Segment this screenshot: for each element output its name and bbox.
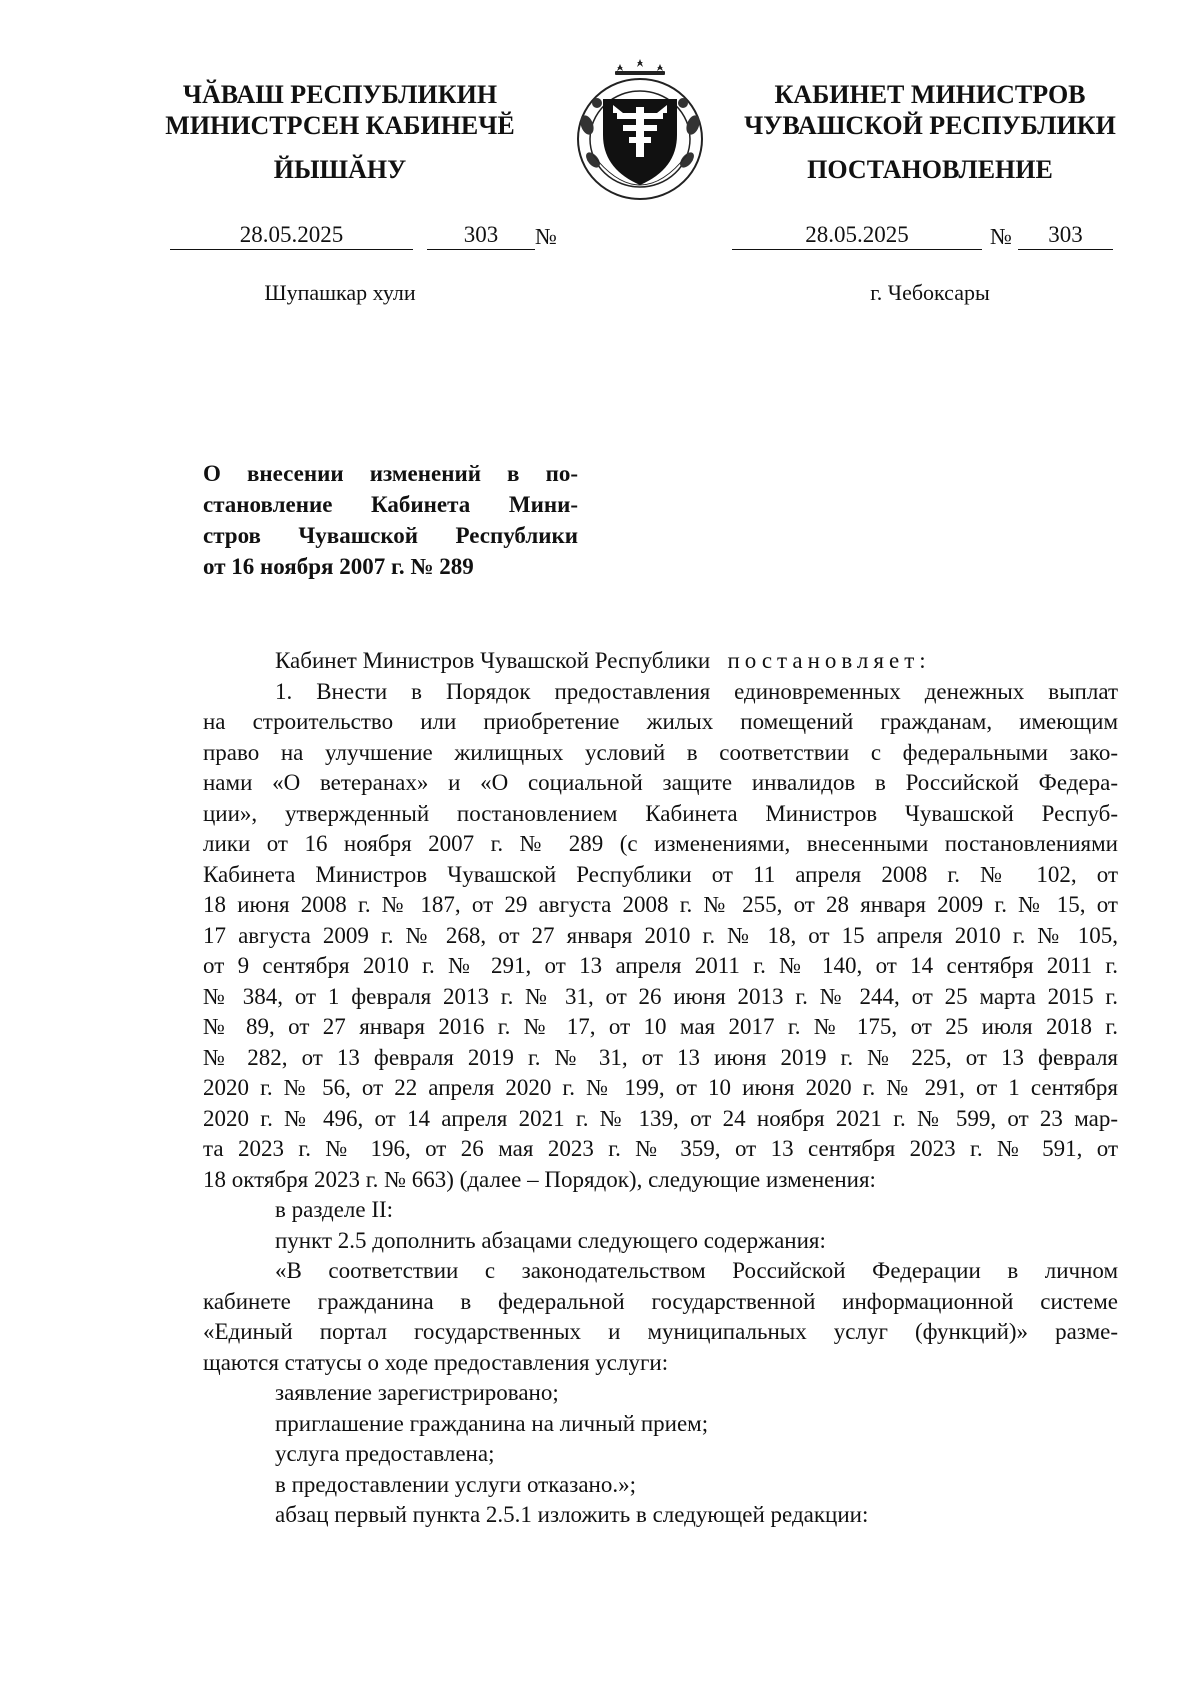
quote-line: «Единый портал государственных и муниципальных услуг (функций)» разме- (203, 1319, 1118, 1344)
city-right: г. Чебоксары (870, 280, 990, 305)
document-title (203, 458, 578, 582)
status-item: услуга предоставлена; (275, 1441, 495, 1466)
para1-line: № 282, от 13 февраля 2019 г. № 31, от 13 июня 2019 г. № 225, от 13 февраля (203, 1044, 1118, 1070)
title-line: от 16 ноября 2007 г. № 289 (203, 554, 474, 579)
quote-line: «В соответствии с законодательством Российской Федерации в личном (275, 1258, 1118, 1283)
city-left: Шупашкар хули (264, 280, 416, 305)
reg-number-left: 303 (427, 222, 535, 250)
para1-line: та 2023 г. № 196, от 26 мая 2023 г. № 359, от 13 сентября 2023 г. № 591, от (203, 1136, 1118, 1161)
intro-spaced: постановляет (727, 648, 920, 673)
intro-prefix: Кабинет Министров Чувашской Республики (275, 648, 711, 673)
header-right-line2: ЧУВАШСКОЙ РЕСПУБЛИКИ (744, 111, 1116, 140)
reg-number-sign-left: № (535, 224, 557, 249)
point-ref: пункт 2.5 дополнить абзацами следующего содержания: (275, 1227, 826, 1253)
quote-line: щаются статусы о ходе предоставления услуги: (203, 1349, 669, 1375)
header-left-line1: ЧӐВАШ РЕСПУБЛИКИН (182, 80, 498, 109)
reg-date-right: 28.05.2025 (732, 222, 982, 250)
reg-number-right: 303 (1018, 222, 1113, 250)
status-item: в предоставлении услуги отказано.»; (275, 1471, 636, 1497)
quote-paragraph (203, 1256, 1118, 1378)
title-line: О внесении изменений в по- (203, 461, 578, 486)
para1-line: 17 августа 2009 г. № 268, от 27 января 2010 г. № 18, от 15 апреля 2010 г. № 105, (203, 922, 1118, 948)
para1-line: право на улучшение жилищных условий в соответствии с федеральными зако- (203, 739, 1118, 765)
para1-line: лики от 16 ноября 2007 г. № 289 (с изменениями, внесенными постановлениями (203, 831, 1118, 856)
status-item: приглашение гражданина на личный прием; (275, 1410, 709, 1436)
doc-type-right: ПОСТАНОВЛЕНИЕ (807, 155, 1053, 184)
header-left-line2: МИНИСТРСЕН КАБИНЕЧӖ (165, 111, 515, 140)
para1-line: 18 октября 2023 г. № 663) (далее – Порядок), следующие изменения: (203, 1166, 876, 1192)
title-line: становление Кабинета Мини- (203, 492, 578, 517)
status-item: заявление зарегистрировано; (275, 1380, 559, 1405)
para1-line: 1. Внести в Порядок предоставления единовременных денежных выплат (275, 678, 1118, 704)
doc-type-left: ЙЫШӐНУ (273, 155, 407, 184)
para1-line: нами «О ветеранах» и «О социальной защите инвалидов в Российской Федера- (203, 770, 1118, 795)
reg-number-sign-right: № (990, 224, 1012, 249)
last-line: абзац первый пункта 2.5.1 изложить в следующей редакции: (275, 1502, 869, 1527)
para1-line: Кабинета Министров Чувашской Республики от 11 апреля 2008 г. № 102, от (203, 861, 1118, 887)
chuvash-emblem (573, 55, 708, 203)
paragraph-1 (203, 677, 1118, 1196)
title-line: стров Чувашской Республики (203, 523, 578, 548)
para1-line: 2020 г. № 56, от 22 апреля 2020 г. № 199, от 10 июня 2020 г. № 291, от 1 сентября (203, 1075, 1118, 1100)
intro-suffix: : (919, 648, 926, 673)
header-right-line1: КАБИНЕТ МИНИСТРОВ (774, 80, 1086, 109)
para1-line: от 9 сентября 2010 г. № 291, от 13 апреля 2011 г. № 140, от 14 сентября 2011 г. (203, 953, 1118, 978)
para1-line: № 89, от 27 января 2016 г. № 17, от 10 мая 2017 г. № 175, от 25 июля 2018 г. (203, 1014, 1118, 1039)
para1-line: № 384, от 1 февраля 2013 г. № 31, от 26 июня 2013 г. № 244, от 25 марта 2015 г. (203, 983, 1118, 1009)
quote-line: кабинете гражданина в федеральной государственной информационной системе (203, 1288, 1118, 1314)
para1-line: на строительство или приобретение жилых помещений гражданам, имеющим (203, 709, 1118, 734)
para1-line: ции», утвержденный постановлением Кабинета Министров Чувашской Респуб- (203, 800, 1118, 826)
document-body (203, 646, 1118, 1531)
section-ref: в разделе II: (275, 1197, 394, 1222)
reg-date-left: 28.05.2025 (170, 222, 413, 250)
para1-line: 2020 г. № 496, от 14 апреля 2021 г. № 139, от 24 ноября 2021 г. № 599, от 23 мар- (203, 1105, 1118, 1131)
para1-line: 18 июня 2008 г. № 187, от 29 августа 2008 г. № 255, от 28 января 2009 г. № 15, от (203, 892, 1118, 917)
intro-paragraph (203, 646, 1118, 677)
